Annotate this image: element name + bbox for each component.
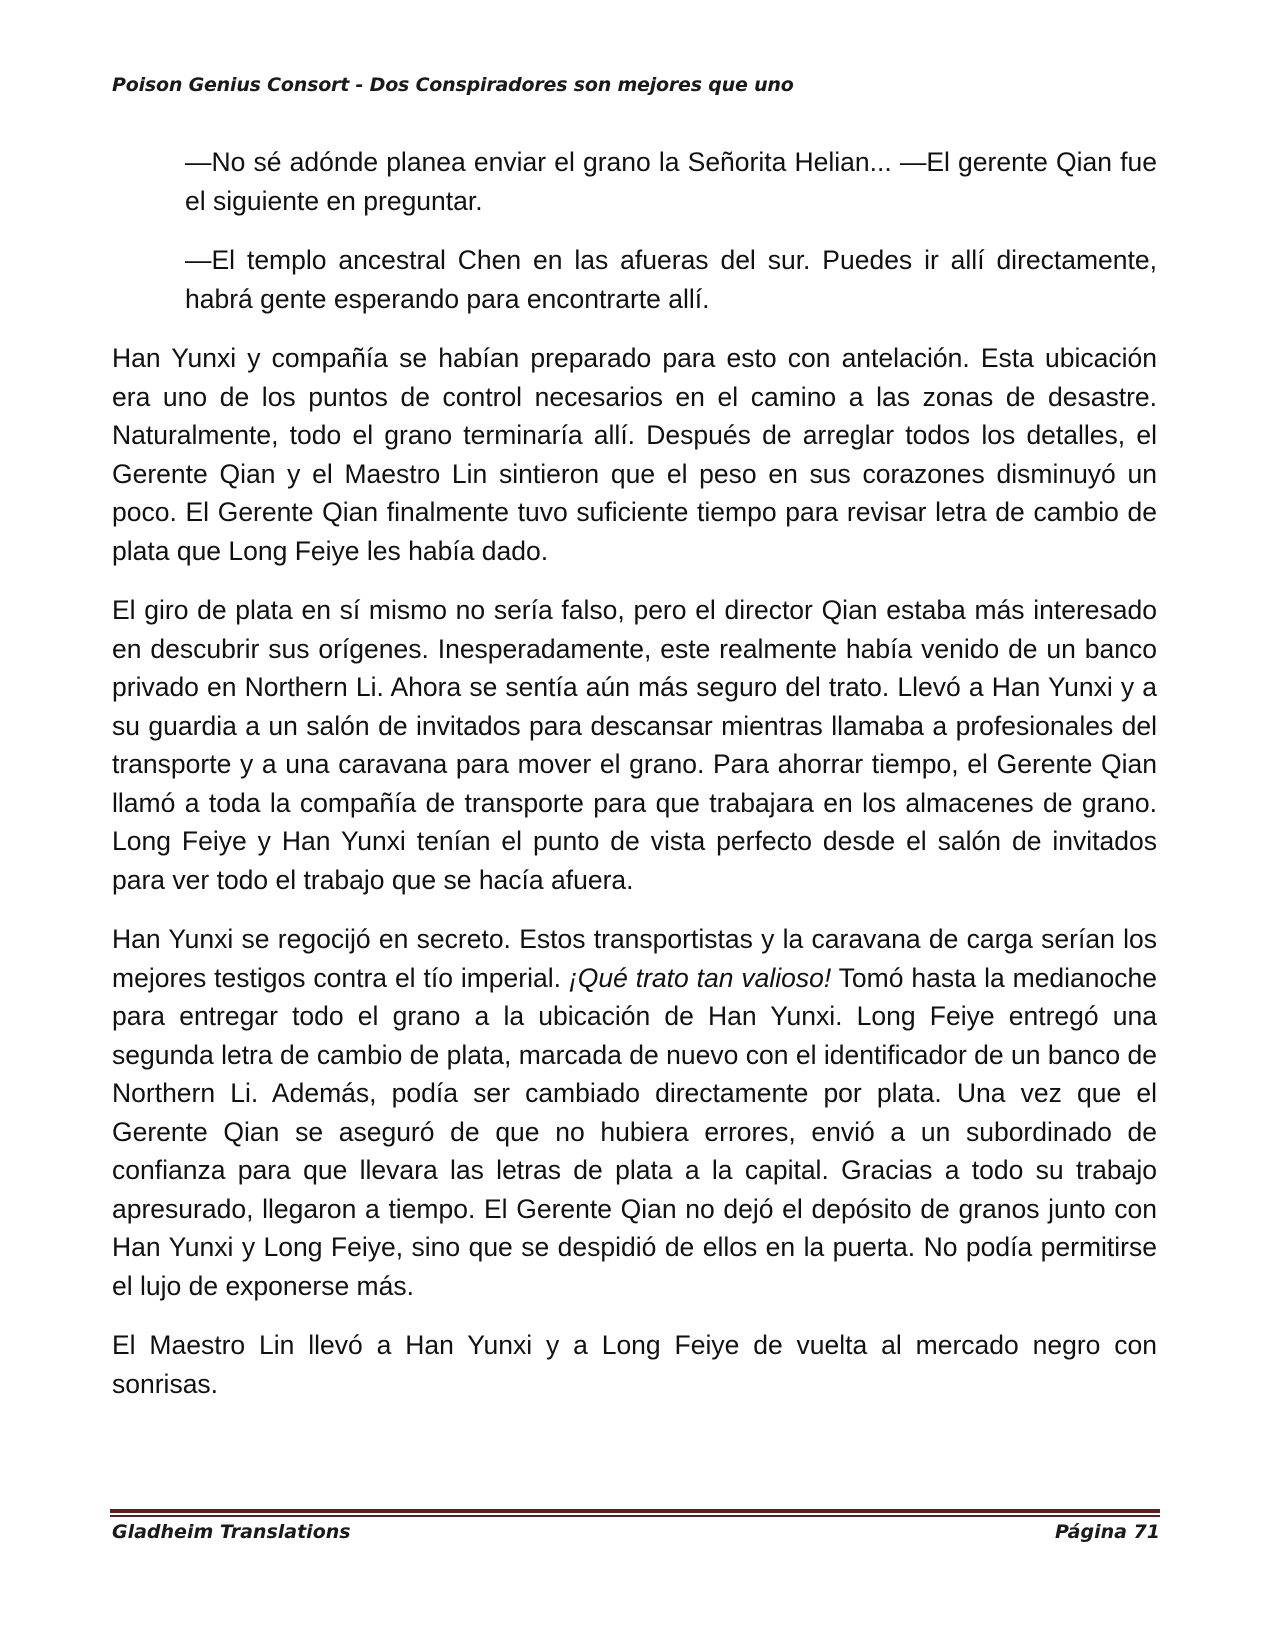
paragraph-4: El giro de plata en sí mismo no sería falso, pero el director Qian estaba más interesado en descubrir sus orígenes. Inesperadamente, este realmente había venido de un banco privado en Northern Li. Ahora se sentía aún más seguro del trato. Llevó a Han Yunxi y a su guardia a un salón de invitados para descansar mientras llamaba a profesionales del transporte y a una caravana para mover el grano. Para ahorrar tiempo, el Gerente Qian llamó a toda la compañía de transporte para que trabajara en los almacenes de grano. Long Feiye y Han Yunxi tenían el punto de vista perfecto desde el salón de invitados para ver todo el trabajo que se hacía afuera. (112, 595, 1157, 895)
paragraph-2: —El templo ancestral Chen en las afueras del sur. Puedes ir allí directamente, habrá gente esperando para encontrarte allí. (185, 245, 1157, 314)
body-text (112, 143, 1157, 1424)
paragraph-5-italic: ¡Qué trato tan valioso! (568, 962, 832, 993)
footer-rule (110, 1509, 1160, 1517)
footer-credit: Gladheim Translations (112, 1521, 351, 1543)
running-header: Poison Genius Consort - Dos Conspiradores son mejores que uno (112, 74, 794, 96)
footer-rule-thick (110, 1509, 1160, 1513)
paragraph-5-part-b: Tomó hasta la medianoche para entregar todo el grano a la ubicación de Han Yunxi. Long Feiye entregó una segunda letra de cambio de plata, marcada de nuevo con el identificador de un banco de Northern Li. Además, podía ser cambiado directamente por plata. Una vez que el Gerente Qian se aseguró de que no hubiera errores, envió a un subordinado de confianza para que llevara las letras de plata a la capital. Gracias a todo su trabajo apresurado, llegaron a tiempo. El Gerente Qian no dejó el depósito de granos junto con Han Yunxi y Long Feiye, sino que se despidió de ellos en la puerta. No podía permitirse el lujo de exponerse más. (112, 962, 1158, 1301)
paragraph-6: El Maestro Lin llevó a Han Yunxi y a Long Feiye de vuelta al mercado negro con sonrisas. (112, 1330, 1157, 1399)
paragraph-5-part-a: Han Yunxi se regocijó en secreto. Estos transportistas y la caravana de carga serían los mejores testigos contra el tío imperial. (112, 924, 1157, 993)
footer-rule-thin (110, 1515, 1160, 1517)
paragraph-3: Han Yunxi y compañía se habían preparado para esto con antelación. Esta ubicación era uno de los puntos de control necesarios en el camino a las zonas de desastre. Naturalmente, todo el grano terminaría allí. Después de arreglar todos los detalles, el Gerente Qian y el Maestro Lin sintieron que el peso en sus corazones disminuyó un poco. El Gerente Qian finalmente tuvo suficiente tiempo para revisar letra de cambio de plata que Long Feiye les había dado. (112, 343, 1157, 566)
paragraph-5 (112, 920, 1157, 1305)
page-number: Página 71 (1054, 1521, 1160, 1543)
paragraph-1: —No sé adónde planea enviar el grano la Señorita Helian... —El gerente Qian fue el siguiente en preguntar. (185, 147, 1157, 216)
